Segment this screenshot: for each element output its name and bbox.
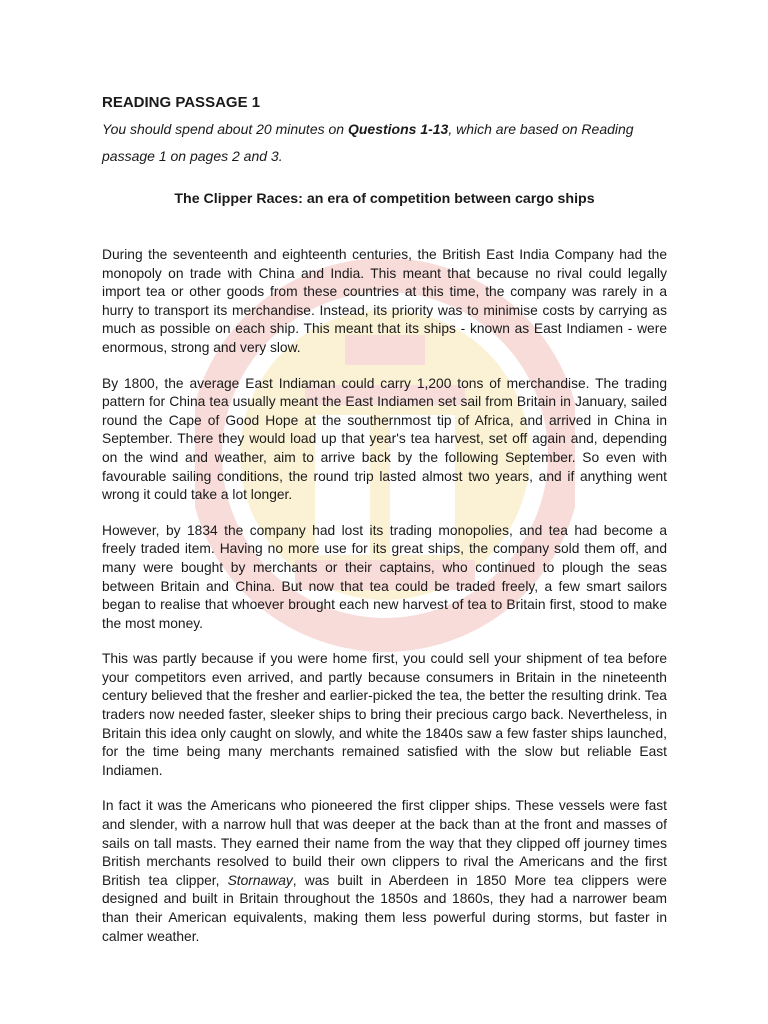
paragraph-3: However, by 1834 the company had lost its trading monopolies, and tea had become a freely traded item. Having no more use for its great ships, the company sold them off, and many were bought by merchants or their captains, who continued to plough the seas between Britain and China. But now that tea could be traded freely, a few smart sailors began to realise that whoever brought each new harvest of tea to Britain first, stood to make the most money. bbox=[102, 522, 667, 631]
ship-name-stornaway: Stornaway bbox=[227, 872, 293, 888]
passage-title: The Clipper Races: an era of competition between cargo ships bbox=[174, 191, 595, 207]
instructions bbox=[102, 116, 667, 170]
instructions-questions: Questions 1-13 bbox=[347, 121, 449, 137]
paragraph-1: During the seventeenth and eighteenth centuries, the British East India Company had the monopoly on trade with China and India. This meant that because no rival could legally import tea or other goods from these countries at this time, the company was rarely in a hurry to transport its merchandise. Instead, its priority was to minimise costs by carrying as much as possible on each ship. This meant that its ships - known as East Indiamen - were enormous, strong and very slow. bbox=[102, 247, 667, 355]
paragraph-2: By 1800, the average East Indiaman could carry 1,200 tons of merchandise. The trading pattern for China tea usually meant the East Indiamen set sail from Britain in January, sailed round the Cape of Good Hope at the southernmost tip of Africa, and arrived in China in September. There they would load up that year's tea harvest, set off again and, depending on the wind and weather, aim to arrive back by the following September. So even with favourable sailing conditions, the round trip lasted almost two years, and if anything went wrong it could take a lot longer. bbox=[102, 375, 667, 503]
instructions-text-after: , which are based on Reading passage 1 on pages 2 and 3. bbox=[102, 121, 634, 164]
passage-content bbox=[102, 94, 667, 963]
instructions-text-before: You should spend about 20 minutes on bbox=[102, 121, 348, 137]
paragraph-5-text-before: In fact it was the Americans who pioneered the first clipper ships. These vessels were fast and slender, with a narrow hull that was deeper at the back than at the front and masses of sails on tall masts. They earned their name from the way that they clipped off journey times British merchants resolved to build their own clippers to rival the Americans and the first British tea clipper, bbox=[102, 798, 667, 888]
paragraph-4: This was partly because if you were home first, you could sell your shipment of tea before your competitors even arrived, and partly because consumers in Britain in the nineteenth century believed that the fresher and earlier-picked the tea, the better the resulting drink. Tea traders now needed faster, sleeker ships to bring their precious cargo back. Nevertheless, in Britain this idea only caught on slowly, and white the 1840s saw a few faster ships launched, for the time being many merchants remained satisfied with the slow but reliable East Indiamen. bbox=[102, 651, 667, 778]
paragraph-5 bbox=[102, 797, 667, 946]
passage-heading: READING PASSAGE 1 bbox=[102, 94, 261, 111]
paragraph-5-text-after: , was built in Aberdeen in 1850 More tea clippers were designed and built in Britain throughout the 1850s and 1860s, they had a narrower beam than their American equivalents, making them less powerful during storms, but faster in calmer weather. bbox=[102, 872, 667, 944]
